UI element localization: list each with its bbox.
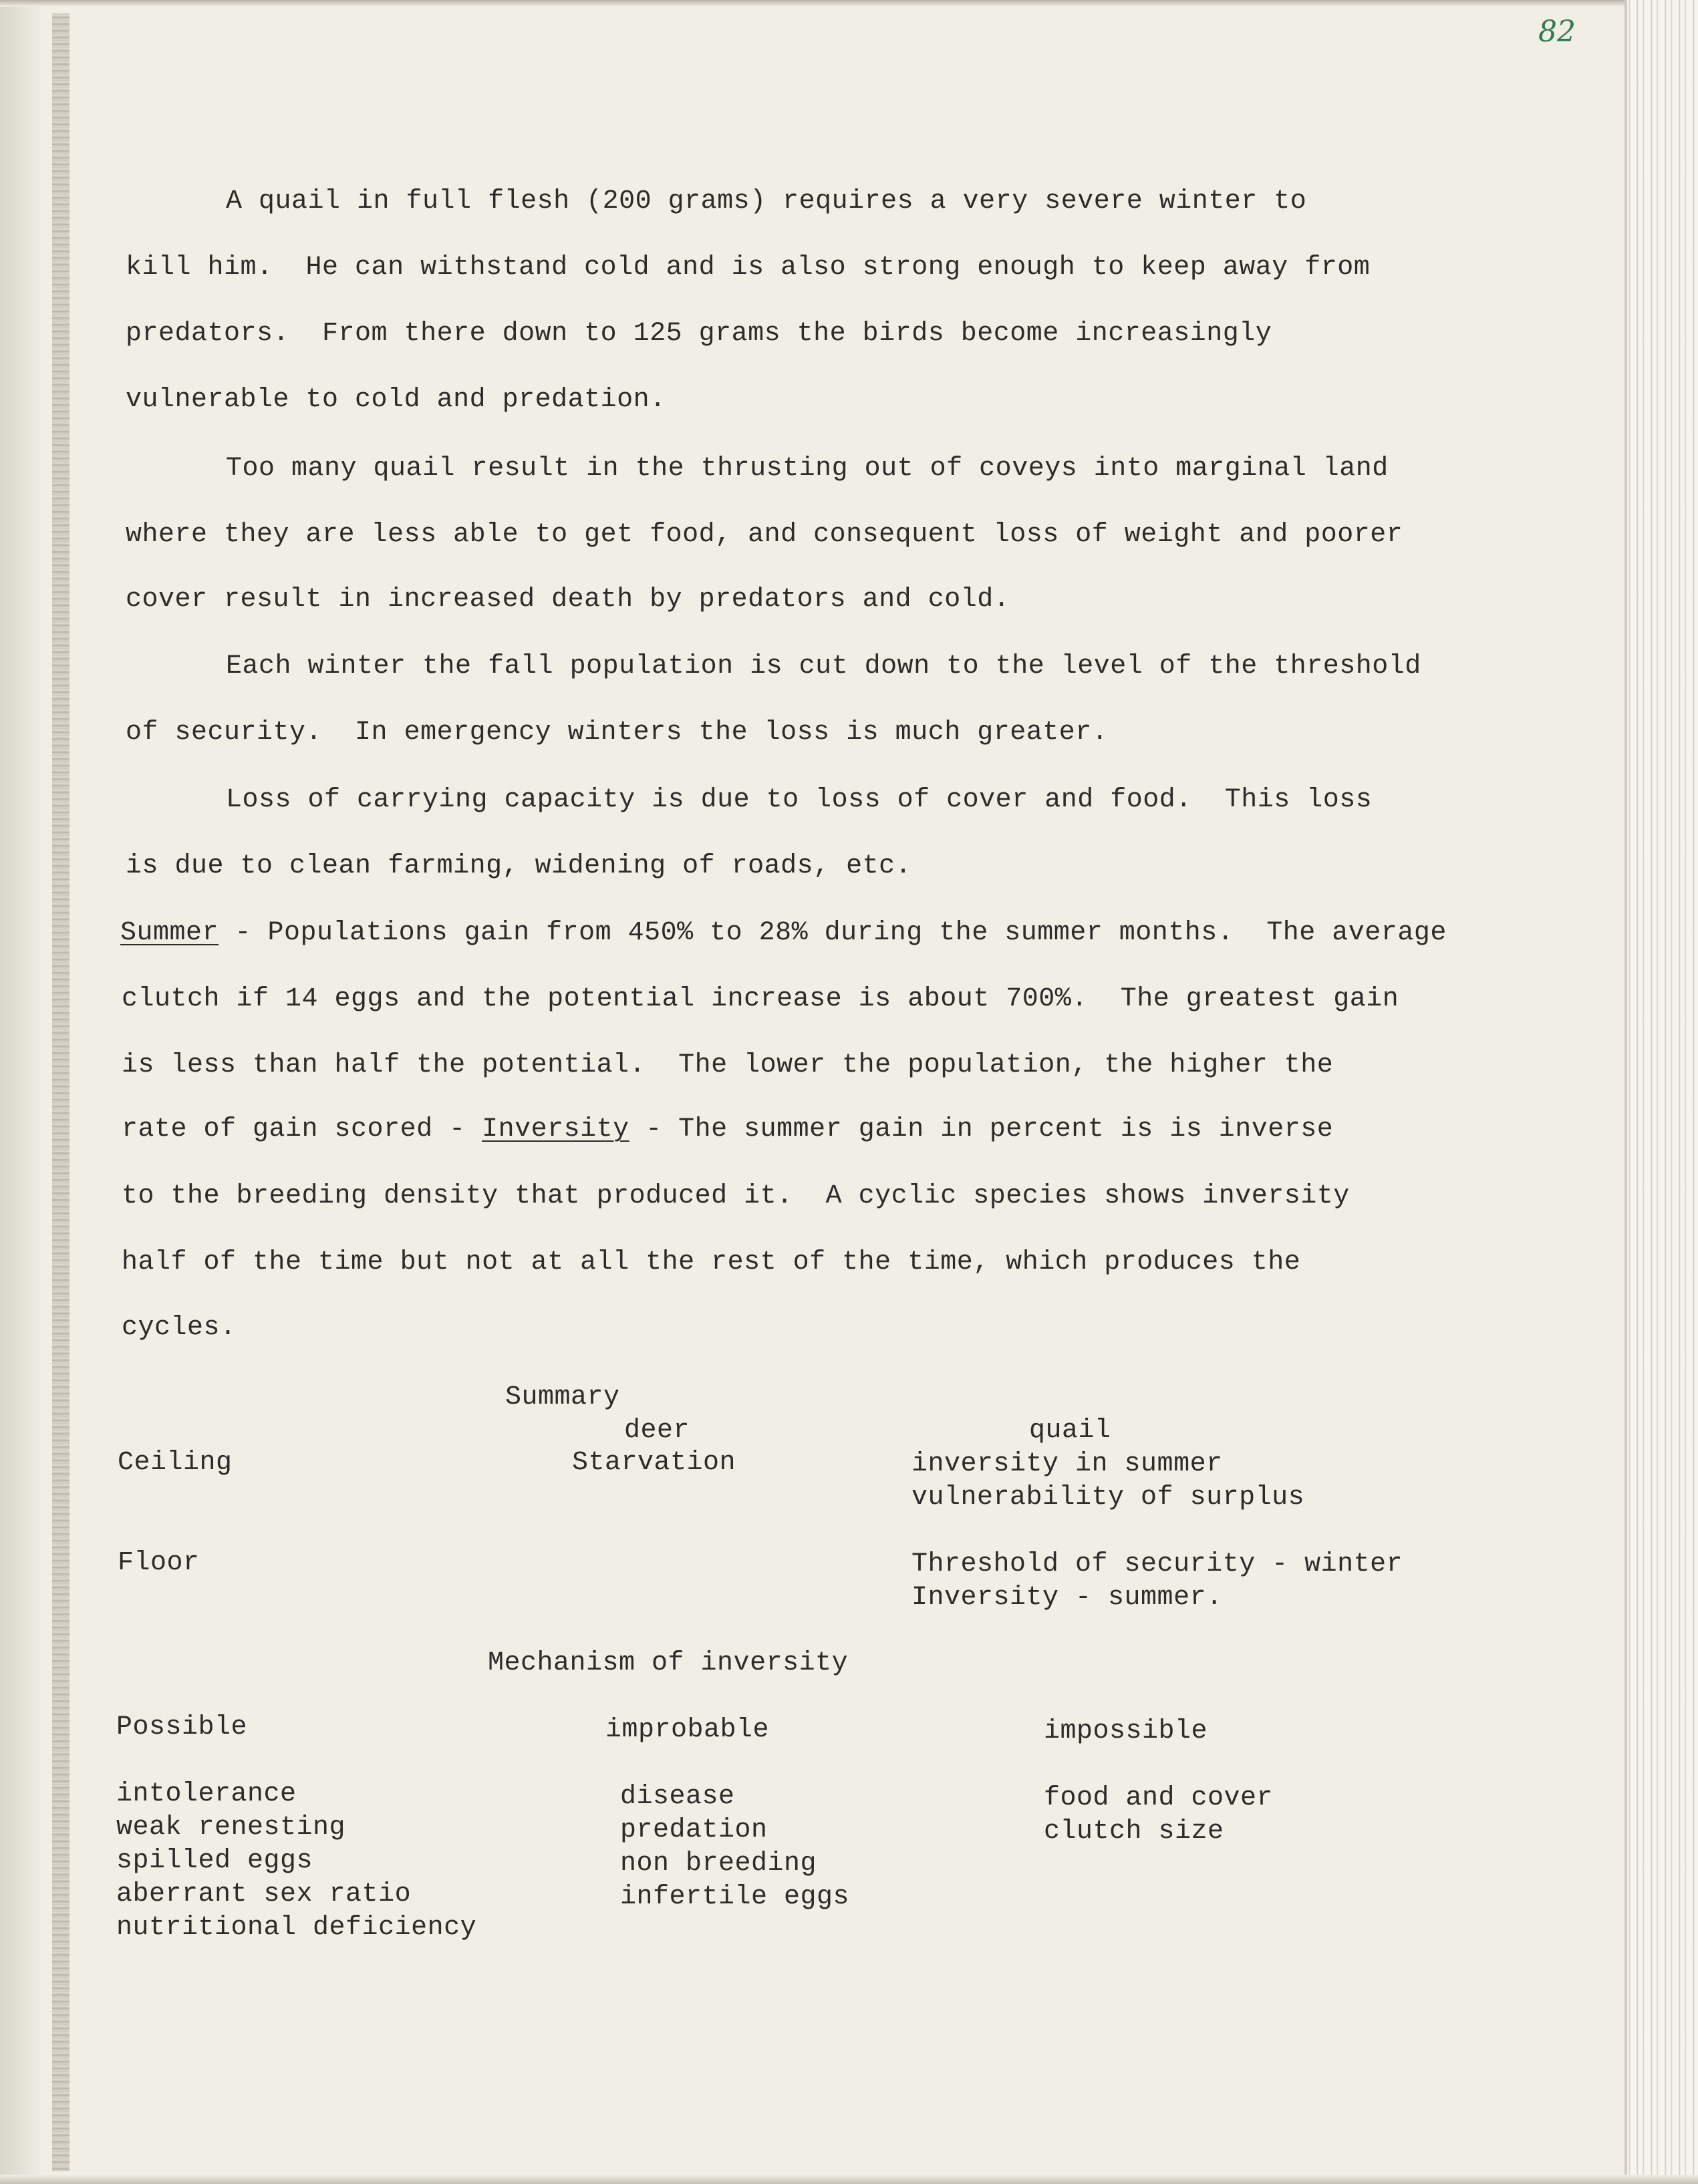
summary-title: Summary xyxy=(505,1382,620,1412)
summary-ceiling-quail-1: inversity in summer xyxy=(911,1449,1223,1479)
summary-column-quail: quail xyxy=(1029,1416,1111,1446)
paragraph-5-line-4 xyxy=(122,1116,1333,1143)
binding-shadow xyxy=(0,0,40,2184)
mechanism-possible-item: spilled eggs xyxy=(116,1846,313,1876)
mechanism-column-impossible-heading: impossible xyxy=(1044,1716,1208,1746)
paragraph-2-line-1: Too many quail result in the thrusting out of coveys into marginal land xyxy=(226,454,1389,484)
top-page-edge xyxy=(0,0,1698,7)
mechanism-possible-item: weak renesting xyxy=(116,1813,346,1843)
summary-column-deer: deer xyxy=(624,1416,690,1446)
paragraph-2-line-3: cover result in increased death by predators and cold. xyxy=(126,585,1010,615)
paragraph-5-line-7: cycles. xyxy=(122,1313,237,1343)
summary-floor-label: Floor xyxy=(118,1548,200,1578)
mechanism-possible-item: intolerance xyxy=(116,1779,297,1809)
mechanism-impossible-item: food and cover xyxy=(1044,1783,1274,1813)
mechanism-column-possible-heading: Possible xyxy=(116,1712,248,1742)
paragraph-1-line-3: predators. From there down to 125 grams the birds become increasingly xyxy=(126,319,1272,349)
summary-ceiling-deer: Starvation xyxy=(572,1448,736,1478)
summer-label: Summer xyxy=(120,918,219,948)
summary-floor-quail-1: Threshold of security - winter xyxy=(911,1549,1403,1579)
paragraph-5-line-5: to the breeding density that produced it. A cyclic species shows inversity xyxy=(122,1181,1350,1211)
inversity-line-start: rate of gain scored - xyxy=(122,1114,482,1144)
paragraph-1-line-1: A quail in full flesh (200 grams) requires a very severe winter to xyxy=(226,186,1307,216)
paragraph-1-line-2: kill him. He can withstand cold and is also strong enough to keep away from xyxy=(126,253,1371,283)
inversity-label: Inversity xyxy=(482,1114,629,1144)
paragraph-5-line-6: half of the time but not at all the rest of the time, which produces the xyxy=(122,1247,1301,1277)
stacked-page-edges xyxy=(1624,0,1698,2184)
paragraph-4-line-2: is due to clean farming, widening of roads, etc. xyxy=(126,851,912,881)
inversity-line-rest: - The summer gain in percent is is inverse xyxy=(629,1114,1334,1144)
paragraph-2-line-2: where they are less able to get food, and consequent loss of weight and poorer xyxy=(126,520,1403,550)
summary-ceiling-quail-2: vulnerability of surplus xyxy=(911,1483,1305,1513)
paragraph-1-line-4: vulnerable to cold and predation. xyxy=(126,385,666,415)
mechanism-column-improbable-heading: improbable xyxy=(605,1715,770,1745)
mechanism-impossible-item: clutch size xyxy=(1044,1817,1224,1847)
paragraph-3-line-1: Each winter the fall population is cut down to the level of the threshold xyxy=(226,651,1421,681)
bottom-page-edge xyxy=(0,2175,1698,2184)
summer-line-rest: - Populations gain from 450% to 28% during the summer months. The average xyxy=(219,918,1447,948)
paragraph-5-line-3: is less than half the potential. The lower the population, the higher the xyxy=(122,1050,1334,1080)
mechanism-improbable-item: disease xyxy=(620,1782,735,1812)
mechanism-improbable-item: predation xyxy=(620,1815,768,1845)
mechanism-title: Mechanism of inversity xyxy=(488,1648,849,1678)
paragraph-3-line-2: of security. In emergency winters the loss is much greater. xyxy=(126,718,1109,748)
paragraph-5-line-1 xyxy=(120,920,1447,947)
mechanism-possible-item: nutritional deficiency xyxy=(116,1913,477,1943)
page-edge-shadow xyxy=(1624,0,1627,2184)
binding-edge xyxy=(52,13,69,2171)
mechanism-possible-item: aberrant sex ratio xyxy=(116,1879,412,1909)
mechanism-improbable-item: infertile eggs xyxy=(620,1882,850,1912)
mechanism-improbable-item: non breeding xyxy=(620,1849,817,1879)
paragraph-4-line-1: Loss of carrying capacity is due to loss of cover and food. This loss xyxy=(226,785,1373,815)
summary-floor-quail-2: Inversity - summer. xyxy=(911,1583,1223,1613)
page-number: 82 xyxy=(1538,15,1576,49)
summary-ceiling-label: Ceiling xyxy=(118,1448,233,1478)
paragraph-5-line-2: clutch if 14 eggs and the potential increase is about 700%. The greatest gain xyxy=(122,984,1399,1014)
